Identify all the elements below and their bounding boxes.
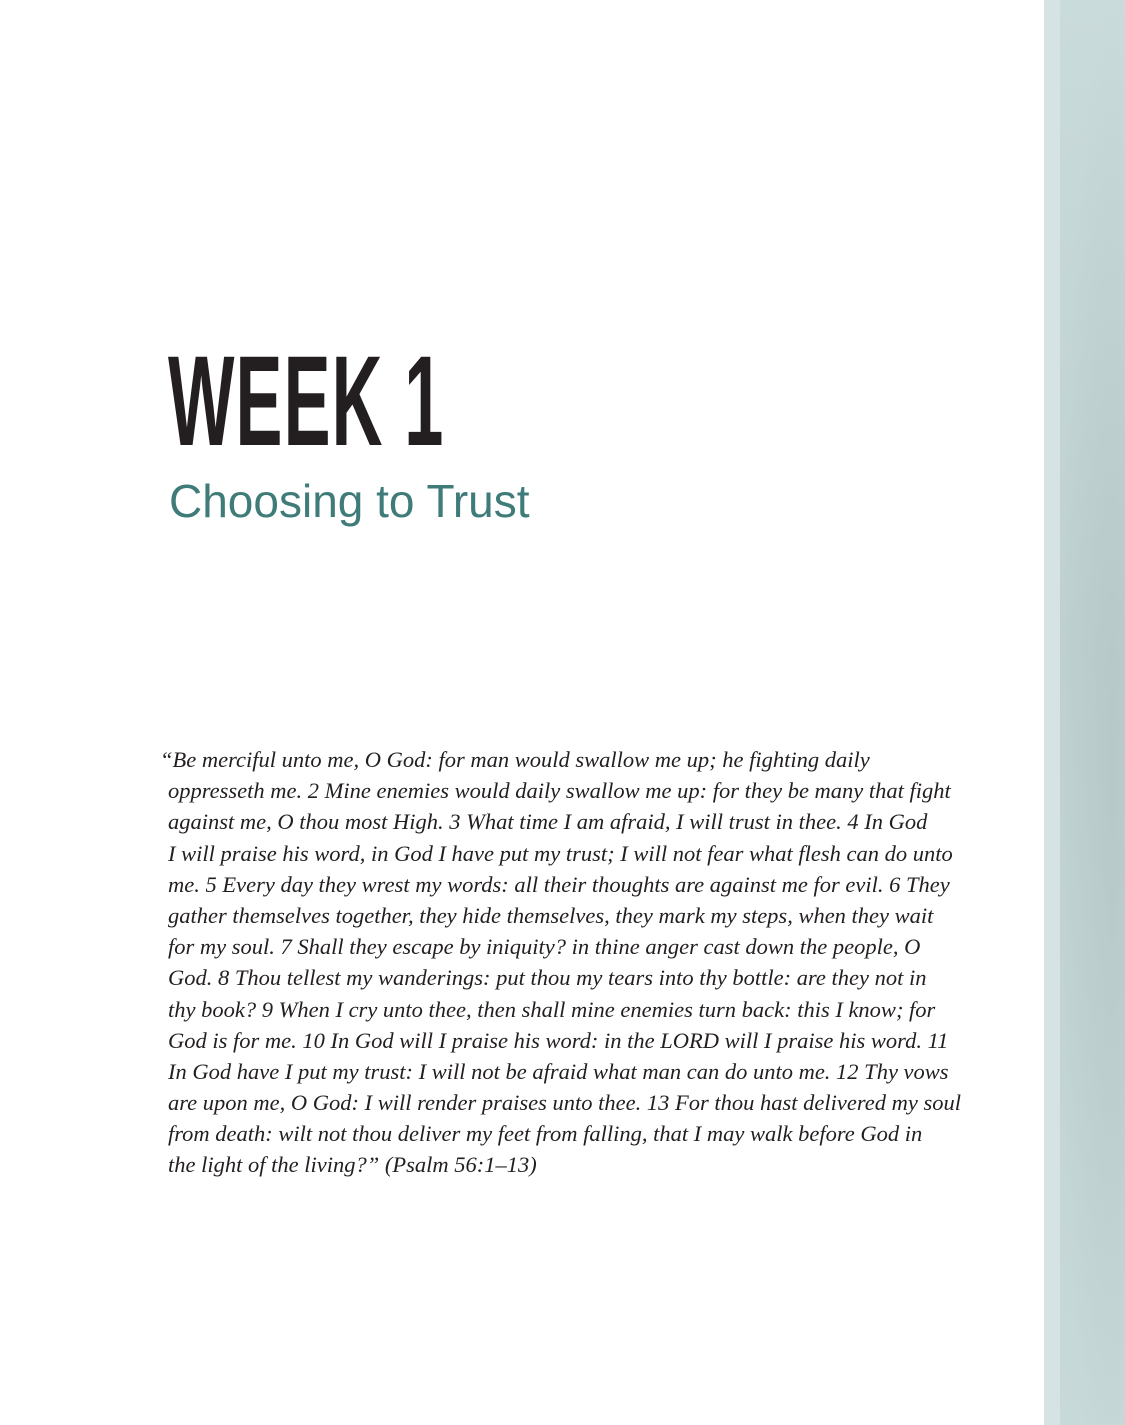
scripture-passage [160, 744, 961, 1181]
week-subtitle: Choosing to Trust [169, 475, 530, 527]
passage-line: from death: wilt not thou deliver my feet from falling, that I may walk before God in [168, 1121, 923, 1147]
passage-line: are upon me, O God: I will render praises unto thee. 13 For thou hast delivered my soul [168, 1090, 962, 1116]
passage-line: gather themselves together, they hide themselves, they mark my steps, when they wait [168, 902, 934, 928]
passage-line: oppresseth me. 2 Mine enemies would daily swallow me up: for they be many that fight [168, 778, 951, 804]
passage-line: I will praise his word, in God I have put my trust; I will not fear what flesh can do unto [168, 840, 953, 866]
decorative-watercolor-strip [1060, 0, 1125, 1425]
passage-citation-line: the light of the living?” (Psalm 56:1–13) [168, 1152, 537, 1178]
passage-line: God. 8 Thou tellest my wanderings: put thou my tears into thy bottle: are they not in [168, 965, 927, 991]
passage-line: “Be merciful unto me, O God: for man would swallow me up; he fighting daily [160, 747, 870, 772]
decorative-edge-strip [1044, 0, 1060, 1425]
passage-line: In God have I put my trust: I will not be afraid what man can do unto me. 12 Thy vows [168, 1058, 949, 1084]
passage-line: for my soul. 7 Shall they escape by iniquity? in thine anger cast down the people, O [168, 934, 921, 960]
passage-line: God is for me. 10 In God will I praise his word: in the LORD will I praise his word. 11 [168, 1027, 949, 1053]
week-heading: WEEK 1 [168, 330, 445, 473]
passage-line: against me, O thou most High. 3 What time I am afraid, I will trust in thee. 4 In God [168, 809, 928, 835]
passage-line: me. 5 Every day they wrest my words: all their thoughts are against me for evil. 6 They [168, 871, 950, 897]
passage-line: thy book? 9 When I cry unto thee, then shall mine enemies turn back: this I know; for [168, 996, 936, 1022]
